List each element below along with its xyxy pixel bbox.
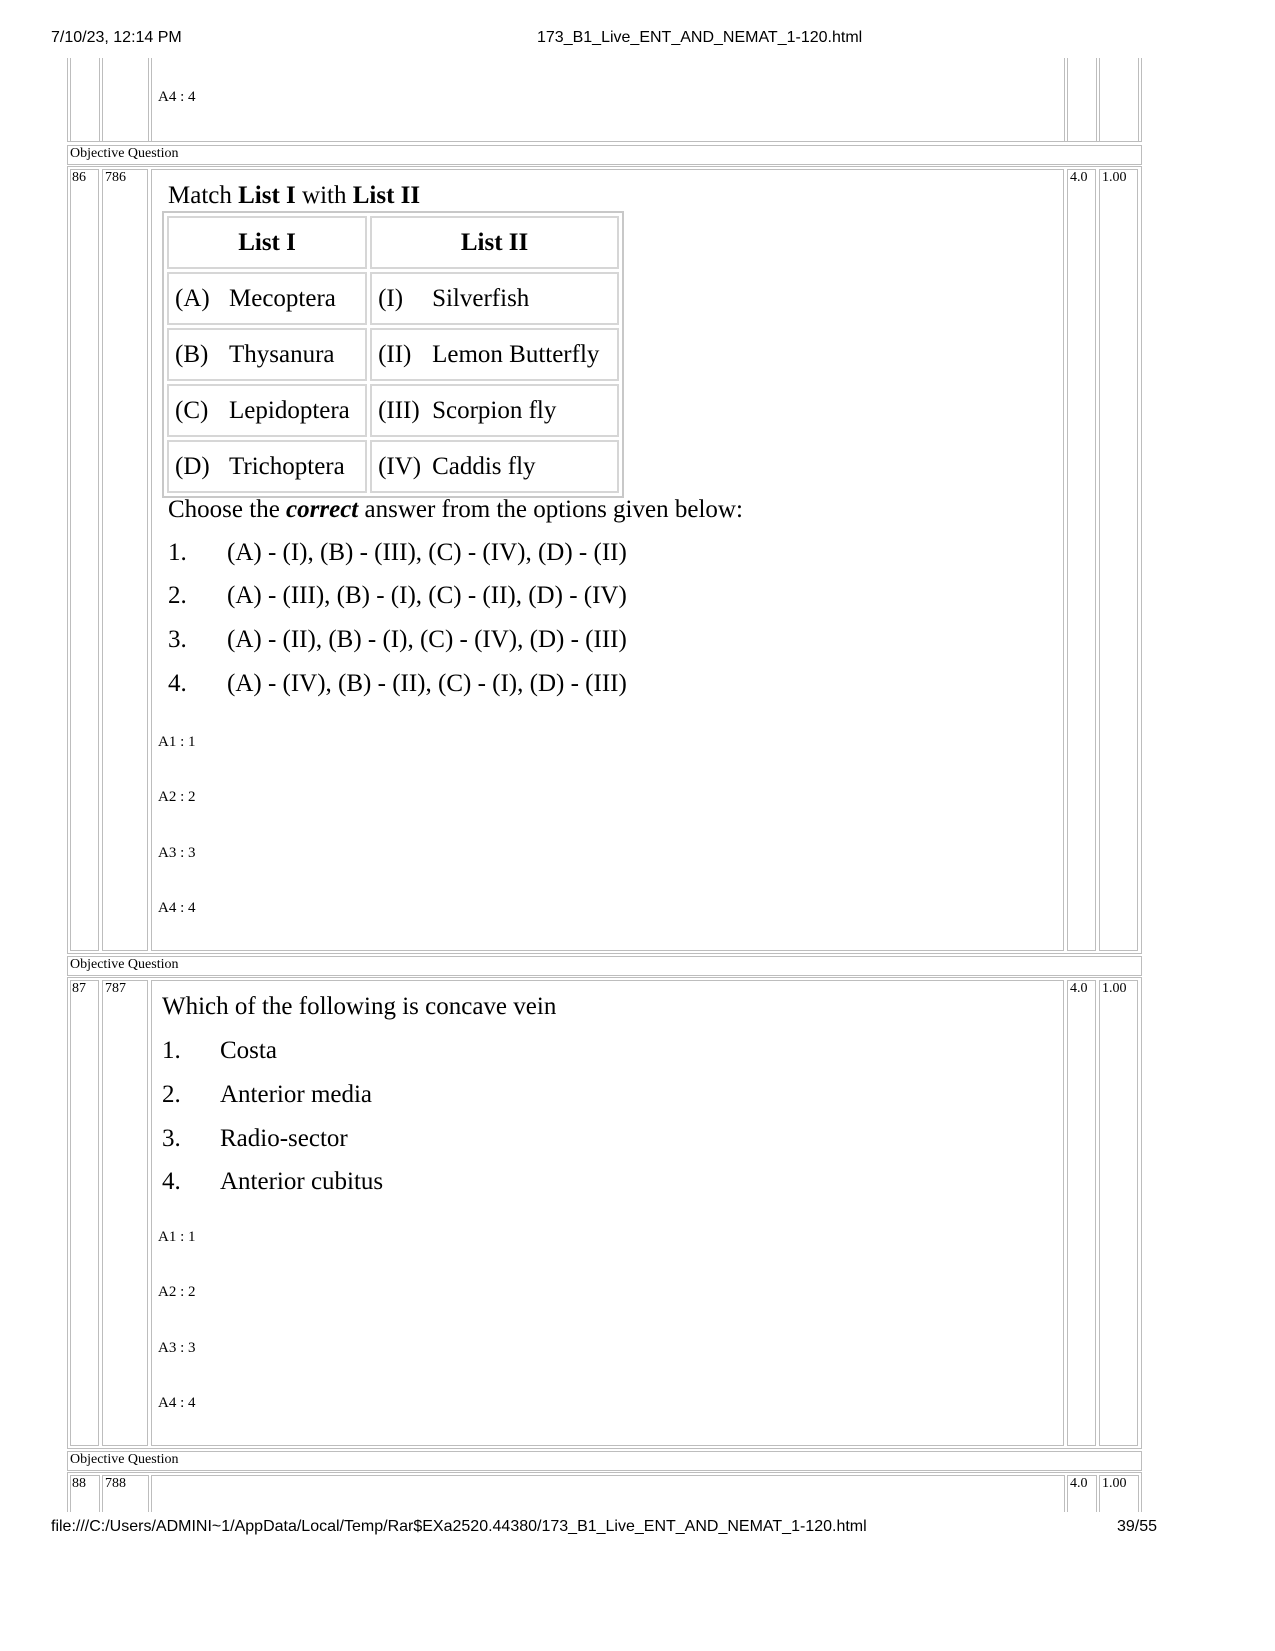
prev-answer-4: A4 : 4 [158,89,196,105]
option-1: 1. (A) - (I), (B) - (III), (C) - (IV), (D) - (II) [168,539,627,566]
match-row [167,328,619,381]
list2-tag: (II) [378,340,412,368]
section-label: Objective Question [70,1452,179,1467]
section-label-row [67,145,1142,165]
answer-key-2: A2 : 2 [158,1284,196,1300]
section-label: Objective Question [70,957,179,972]
list2-tag: (IV) [378,452,422,480]
print-file-path: file:///C:/Users/ADMINI~1/AppData/Local/Temp/Rar$EXa2520.44380/173_B1_Live_ENT_AND_NEMAT_1-120.html [51,1518,867,1535]
answer-key-1: A1 : 1 [158,1229,196,1245]
option-3: 3. (A) - (II), (B) - (I), (C) - (IV), (D) - (III) [168,626,627,653]
print-datetime: 7/10/23, 12:14 PM [51,29,182,46]
answer-key-4: A4 : 4 [158,1395,196,1411]
section-label: Objective Question [70,146,179,161]
match-row [167,272,619,325]
question-marks: 4.0 [1070,1476,1088,1491]
answer-key-3: A3 : 3 [158,845,196,861]
list2-item: Silverfish [432,284,530,312]
section-label-row [67,1451,1142,1471]
question-marks: 4.0 [1070,981,1088,996]
option-4: 4. (A) - (IV), (B) - (II), (C) - (I), (D) - (III) [168,670,627,697]
match-table [162,211,624,498]
list2-item: Lemon Butterfly [432,340,600,368]
question-negative-marks: 1.00 [1102,981,1127,996]
question-marks: 4.0 [1070,170,1088,185]
question-serial: 88 [72,1476,86,1491]
question-serial: 86 [72,170,86,185]
option-2: 2. (A) - (III), (B) - (I), (C) - (II), (D) - (IV) [168,582,627,609]
list1-tag: (D) [175,452,210,480]
option-4: 4. Anterior cubitus [162,1168,384,1195]
list1-item: Thysanura [229,340,335,368]
list1-item: Mecoptera [229,284,336,312]
question-id: 787 [105,981,126,996]
option-3: 3. Radio-sector [162,1125,348,1152]
question-id: 786 [105,170,126,185]
question-negative-marks: 1.00 [1102,1476,1127,1491]
question-title: Match List I with List II [168,182,421,209]
list2-item: Caddis fly [432,452,536,480]
list1-tag: (A) [175,284,210,312]
list1-header: List I [167,216,367,269]
list2-tag: (I) [378,284,404,312]
question-serial: 87 [72,981,86,996]
print-page-number: 39/55 [1117,1518,1158,1535]
list1-item: Lepidoptera [229,396,350,424]
answer-key-4: A4 : 4 [158,900,196,916]
question-negative-marks: 1.00 [1102,170,1127,185]
choose-instruction: Choose the correct answer from the options given below: [168,496,743,523]
option-2: 2. Anterior media [162,1081,373,1108]
match-row [167,440,619,493]
list1-tag: (B) [175,340,209,368]
option-1: 1. Costa [162,1037,277,1064]
list1-item: Trichoptera [229,452,345,480]
list2-tag: (III) [378,396,420,424]
answer-key-3: A3 : 3 [158,1340,196,1356]
answer-key-1: A1 : 1 [158,734,196,750]
list2-item: Scorpion fly [432,396,557,424]
section-label-row [67,956,1142,976]
list1-tag: (C) [175,396,209,424]
match-row [167,384,619,437]
question-text: Which of the following is concave vein [162,993,557,1020]
list2-header: List II [370,216,619,269]
print-title: 173_B1_Live_ENT_AND_NEMAT_1-120.html [537,29,863,46]
answer-key-2: A2 : 2 [158,789,196,805]
question-id: 788 [105,1476,126,1491]
